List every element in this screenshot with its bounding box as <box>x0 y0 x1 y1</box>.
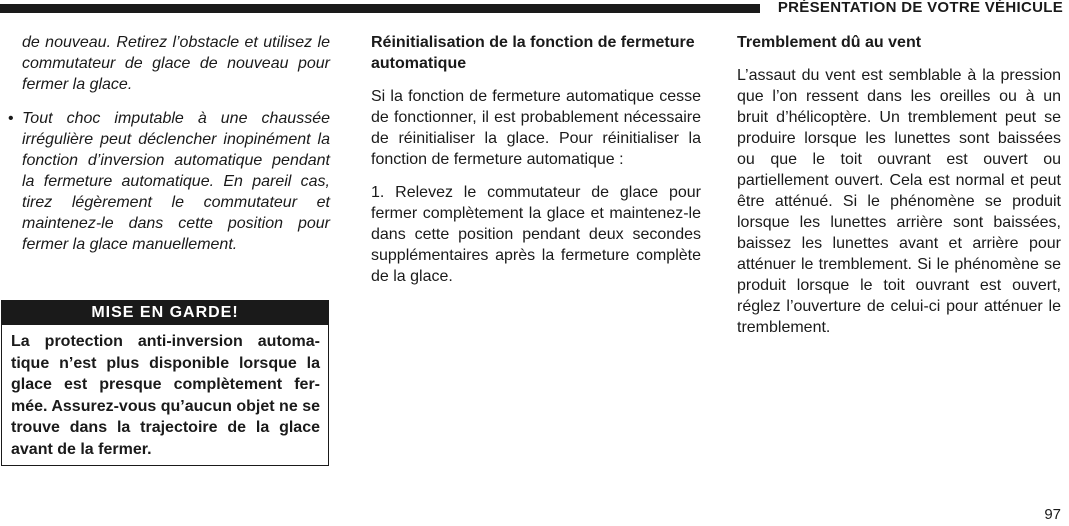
page-header <box>0 0 1069 17</box>
right-column <box>737 32 1061 338</box>
wind-paragraph: L’assaut du vent est semblable à la pression que l’on ressent dans les oreilles ou à un bruit d’hélicoptère. Un tremblement peut se produire lorsque les lunettes sont baissées ou que le toit ouvrant est ouvert ou partiellement ouvert. Cela est normal et peut être atténué. Si le phénomène se produit lorsque les lunettes arrière sont baissées, baissez les lunettes avant et arrière pour atténuer le tremblement. Si le phénomène se produit lorsque le toit ouvrant est ouvert, réglez l’ouverture de celui-ci pour atténuer le tremblement. <box>737 67 1061 336</box>
reset-paragraph: Si la fonction de fermeture automatique cesse de fonctionner, il est probablement nécessaire de réinitialiser la glace. Pour réinitialiser la fonction de fermeture automatique : <box>371 88 701 168</box>
bullet-text: Tout choc imputable à une chaussée irrégulière peut déclencher inopinément la fonction d’inversion automatique pendant la fermeture automatique. En pareil cas, tirez légèrement le commutateur et maintenez-le dans cette position pour fermer la glace manuellement. <box>22 110 330 253</box>
warning-box <box>1 300 329 466</box>
section-heading-wind: Tremblement dû au vent <box>737 34 922 51</box>
left-column <box>10 32 330 255</box>
page-number: 97 <box>1044 506 1061 523</box>
bullet-item <box>10 108 330 255</box>
header-rule <box>0 4 760 13</box>
middle-column <box>371 32 701 287</box>
bullet-marker: • <box>8 110 14 127</box>
warning-title: MISE EN GARDE! <box>2 301 328 325</box>
section-heading-reset: Réinitialisation de la fonction de fermeture automatique <box>371 34 695 72</box>
continued-paragraph: de nouveau. Retirez l’obstacle et utilisez le commutateur de glace de nouveau pour fermer la glace. <box>22 34 330 93</box>
section-title: PRÉSENTATION DE VOTRE VÉHICULE <box>768 0 1063 17</box>
reset-step-1: 1. Relevez le commutateur de glace pour fermer complètement la glace et maintenez-le dans cette position pendant deux secondes supplémentaires après la fermeture complète de la glace. <box>371 184 701 285</box>
warning-text: La protection anti-inversion automatique n’est plus disponible lorsque la glace est presque complètement fermée. Assurez-vous qu’aucun objet ne se trouve dans la trajectoire de la glace avant de la fermer. <box>11 333 320 458</box>
